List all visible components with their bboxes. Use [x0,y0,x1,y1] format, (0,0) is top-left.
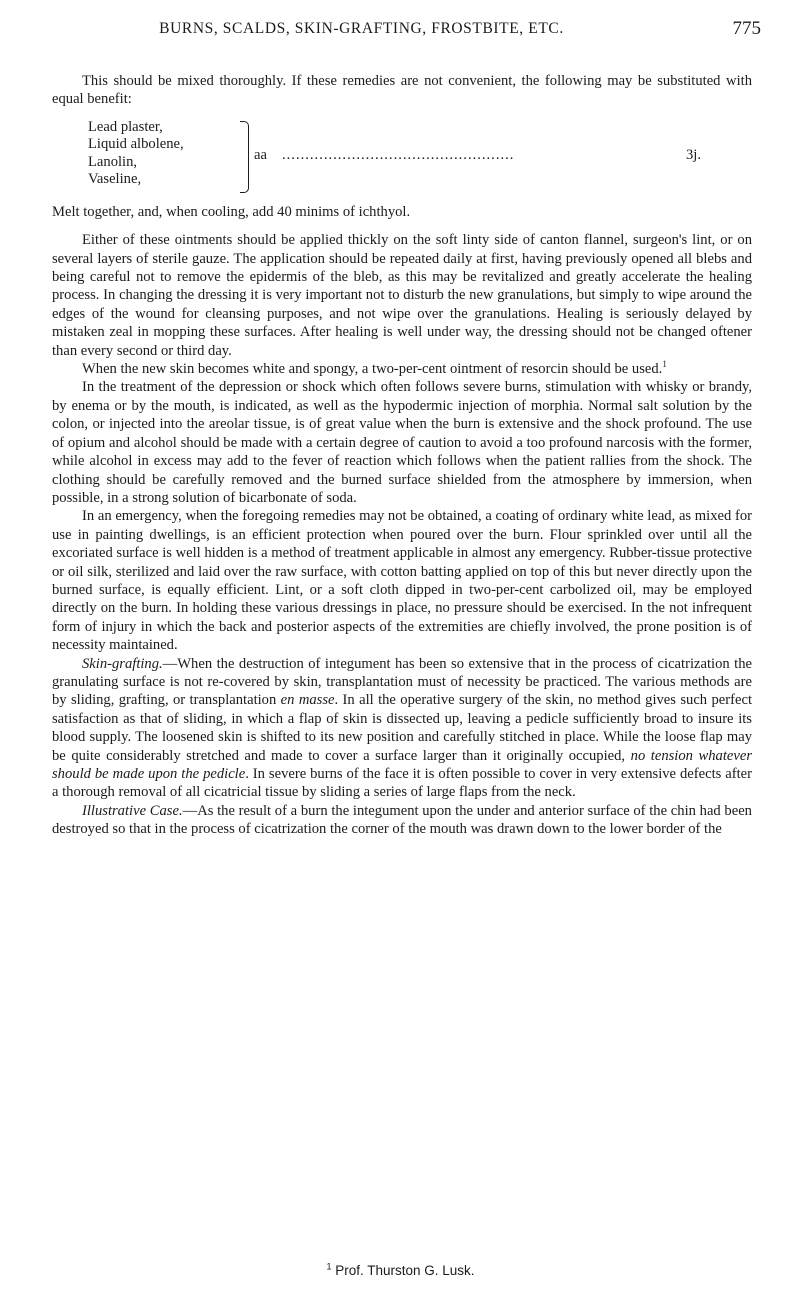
illustrative-case-text: —As the result of a burn the integument upon the under and anterior surface of the chin had been destroyed so that in the process of cicatrization the corner of the mouth was drawn down to the lower border of the [52,802,752,838]
en-masse-term: en masse [280,692,335,709]
formula-quantity: aa [254,146,267,163]
pedicle-warning: no tension whatever should be made upon the pedicle [52,747,752,782]
footnote [0,1263,801,1278]
ingredient-list [88,119,184,189]
paragraph-shock-treatment: In the treatment of the depression or shock which often follows severe burns, stimulation with whisky or brandy, by enema or by the mouth, is indicated, as well as the hypodermic injection of morphia. Normal salt solution by the colon, or injected into the areolar tissue, is of great value when the burn is extensive and the shock profound. The use of opium and alcohol should be made with a certain degree of caution to avoid a too profound narcosis with the former, while alcohol in excess may add to the fever of reaction which follows when the patient rallies from the shock. The clothing should be carefully removed and the burned surface shielded from the atmosphere by immersion, when possible, in a strong solution of bicarbonate of soda. [52,379,752,506]
skin-grafting-text-c: . In severe burns of the face it is often possible to cover in very extensive defects after a thorough removal of all cicatricial tissue by sliding a series of large flaps from the neck. [52,766,752,801]
paragraph-skin-grafting [52,655,752,802]
paragraph-resorcin [52,360,752,378]
paragraph-emergency: In an emergency, when the foregoing remedies may not be obtained, a coating of ordinary white lead, as mixed for use in painting dwellings, is an efficient protection when poured over the burn. Flour sprinkled over until all the excoriated surface is well hidden is a method of treatment applicable in almost any emergency. Rubber-tissue protective or oil silk, sterilized and laid over the raw surface, with cotton batting applied on top of this but never directly upon the burned surface, is equally efficient. Lint, or a soft cloth dipped in two-per-cent carbolized oil, may be employed directly on the burn. In holding these various dressings in place, no pressure should be exercised. In the not infrequent form of injury in which the back and posterior aspects of the extremities are chiefly involved, the prone position is of necessity maintained. [52,508,752,654]
ingredient-item: Liquid albolene, [88,136,184,153]
intro-paragraph: This should be mixed thoroughly. If these remedies are not convenient, the following may be substituted with equal benefit: [52,73,752,108]
skin-grafting-text-a: —When the destruction of integument has been so extensive that in the process of cicatrization the granulating surface is not re-covered by skin, transplantation must of necessity be practiced. The various methods are by sliding, grafting, or transplantation [52,655,752,709]
right-brace [240,121,249,193]
ingredient-item: Vaseline, [88,171,142,188]
paragraph-resorcin-text: When the new skin becomes white and spongy, a two-per-cent ointment of resorcin should be used. [82,361,663,378]
paragraph-ointment-application: Either of these ointments should be applied thickly on the soft linty side of canton flannel, surgeon's lint, or on several layers of sterile gauze. The application should be repeated daily at first, having previously opened all blebs and being careful not to remove the epidermis of the bleb, as this may be revitalized and greatly accelerate the healing process. In changing the dressing it is very important not to disturb the new granulations, but simply to wipe around the edges of the wound for cleansing purposes, and not wipe over the granulations. Healing is seriously delayed by mistaken zeal in mopping these surfaces. After healing is well under way, the dressing should not be changed oftener than every second or third day. [52,232,752,359]
melt-instruction: Melt together, and, when cooling, add 40 minims of ichthyol. [52,203,411,220]
page-header [52,18,761,44]
ingredient-item: Lanolin, [88,153,138,170]
skin-grafting-text-b: . In all the operative surgery of the skin, no method gives such perfect satisfaction as that of sliding, in which a flap of skin is dissected up, leaving a pedicle sufficiently broad to insure its blood supply. The loosened skin is shifted to its new position and carefully stitched in place. While the loose flap may be quite considerably stretched and made to cover a surface larger than it originally occupied, [52,692,752,764]
page-number: 775 [732,18,761,39]
footnote-mark: 1 [326,1261,332,1272]
paragraph-illustrative-case [52,802,752,839]
footnote-reference: 1 [662,359,667,370]
formula-amount: 3j. [686,146,701,163]
illustrative-case-heading: Illustrative Case. [82,802,183,819]
dot-leader: .................................................. [282,146,515,163]
running-head: BURNS, SCALDS, SKIN-GRAFTING, FROSTBITE, ETC. [159,20,564,37]
footnote-text: Prof. Thurston G. Lusk. [335,1263,475,1278]
ingredient-item: Lead plaster, [88,118,163,135]
skin-grafting-heading: Skin-grafting. [82,655,163,672]
formula-block [52,119,752,197]
page-body [52,72,752,839]
